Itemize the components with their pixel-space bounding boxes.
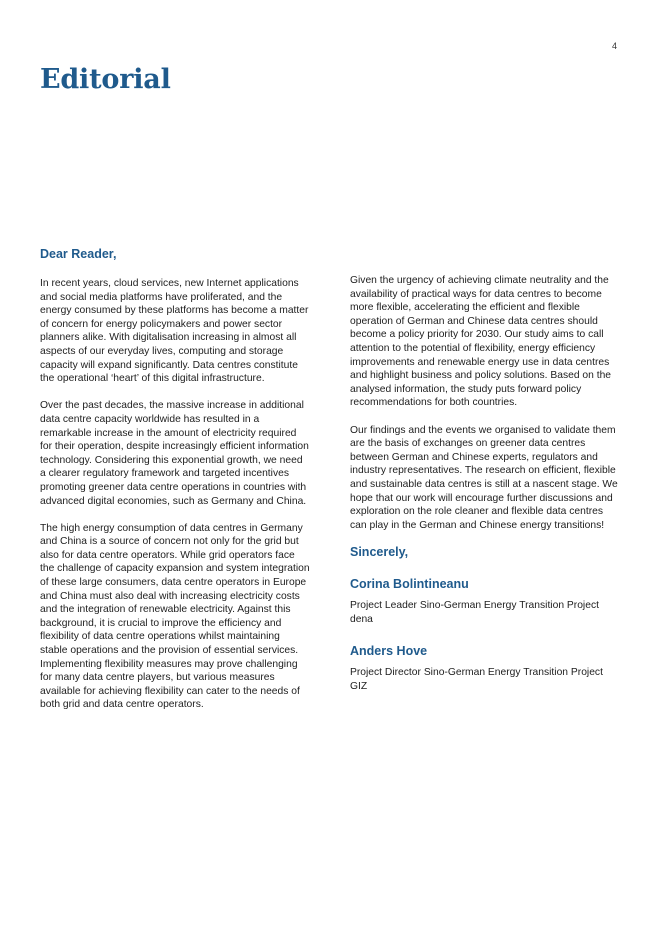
signatory-role: Project Director Sino-German Energy Transition Project GIZ <box>350 667 603 692</box>
page-number: 4 <box>612 41 618 51</box>
paragraph: Given the urgency of achieving climate neutrality and the availability of practical ways for data centres to become more flexible, accelerating the efficient and flexible operation of German and Chinese data centres should become a policy priority for 2030. Our study aims to call attention to the potential of flexibility, energy efficiency improvements and renewable energy use in data centres and highlight business and policy solutions. Based on the analysed information, the study puts forward policy recommendations for both countries. <box>350 275 612 409</box>
signatory <box>350 578 620 627</box>
signatory-name: Corina Bolintineanu <box>350 576 469 591</box>
closing: Sincerely, <box>350 545 409 560</box>
paragraph: The high energy consumption of data centres in Germany and China is a source of concern not only for the grid but also for data centre operators. While grid operators face the challenge of capacity expansion and system integration of these large consumers, data centre operators in Europe and China must also deal with increasing electricity costs and the integration of renewable electricity. Against this background, it is crucial to improve the efficiency and flexibility of data centre operations whilst maintaining stable operations and the provision of essential services. Implementing flexibility measures may prove challenging for many data centre players, but various measures available for achieving flexibility can cater to the needs of both grid and data centre operators. <box>40 522 310 711</box>
signatory <box>350 645 620 694</box>
salutation: Dear Reader, <box>40 247 117 261</box>
paragraph: Our findings and the events we organised to validate them are the basis of exchanges on greener data centres between German and Chinese experts, regulators and industry representatives. The research on efficient, flexible and sustainable data centres is still at a nascent stage. We hope that our work will encourage further discussions and exploration on the role cleaner and flexible data centres can play in the German and Chinese energy transitions! <box>350 424 618 531</box>
signatory-name: Anders Hove <box>350 643 428 658</box>
paragraph: In recent years, cloud services, new Internet applications and social media platforms have proliferated, and the energy consumed by these platforms has become a matter of concern for energy policymakers and power sector planners alike. With digitalisation increasing in almost all aspects of our everyday lives, computing and storage capacity will expand significantly. Data centres constitute the operational ‘heart’ of this digital infrastructure. <box>40 278 309 385</box>
right-column <box>350 274 620 711</box>
page-title: Editorial <box>40 64 171 95</box>
signatory-role: Project Leader Sino-German Energy Transition Project dena <box>350 600 599 626</box>
left-column <box>40 277 310 726</box>
paragraph: Over the past decades, the massive increase in additional data centre capacity worldwide has resulted in a remarkable increase in the amount of electricity required for their operation, despite increasingly efficient information technology. Considering this exponential growth, we need a clearer regulatory framework and targeted incentives promoting greener data centre operations in countries with advanced digital economies, such as Germany and China. <box>40 400 309 507</box>
